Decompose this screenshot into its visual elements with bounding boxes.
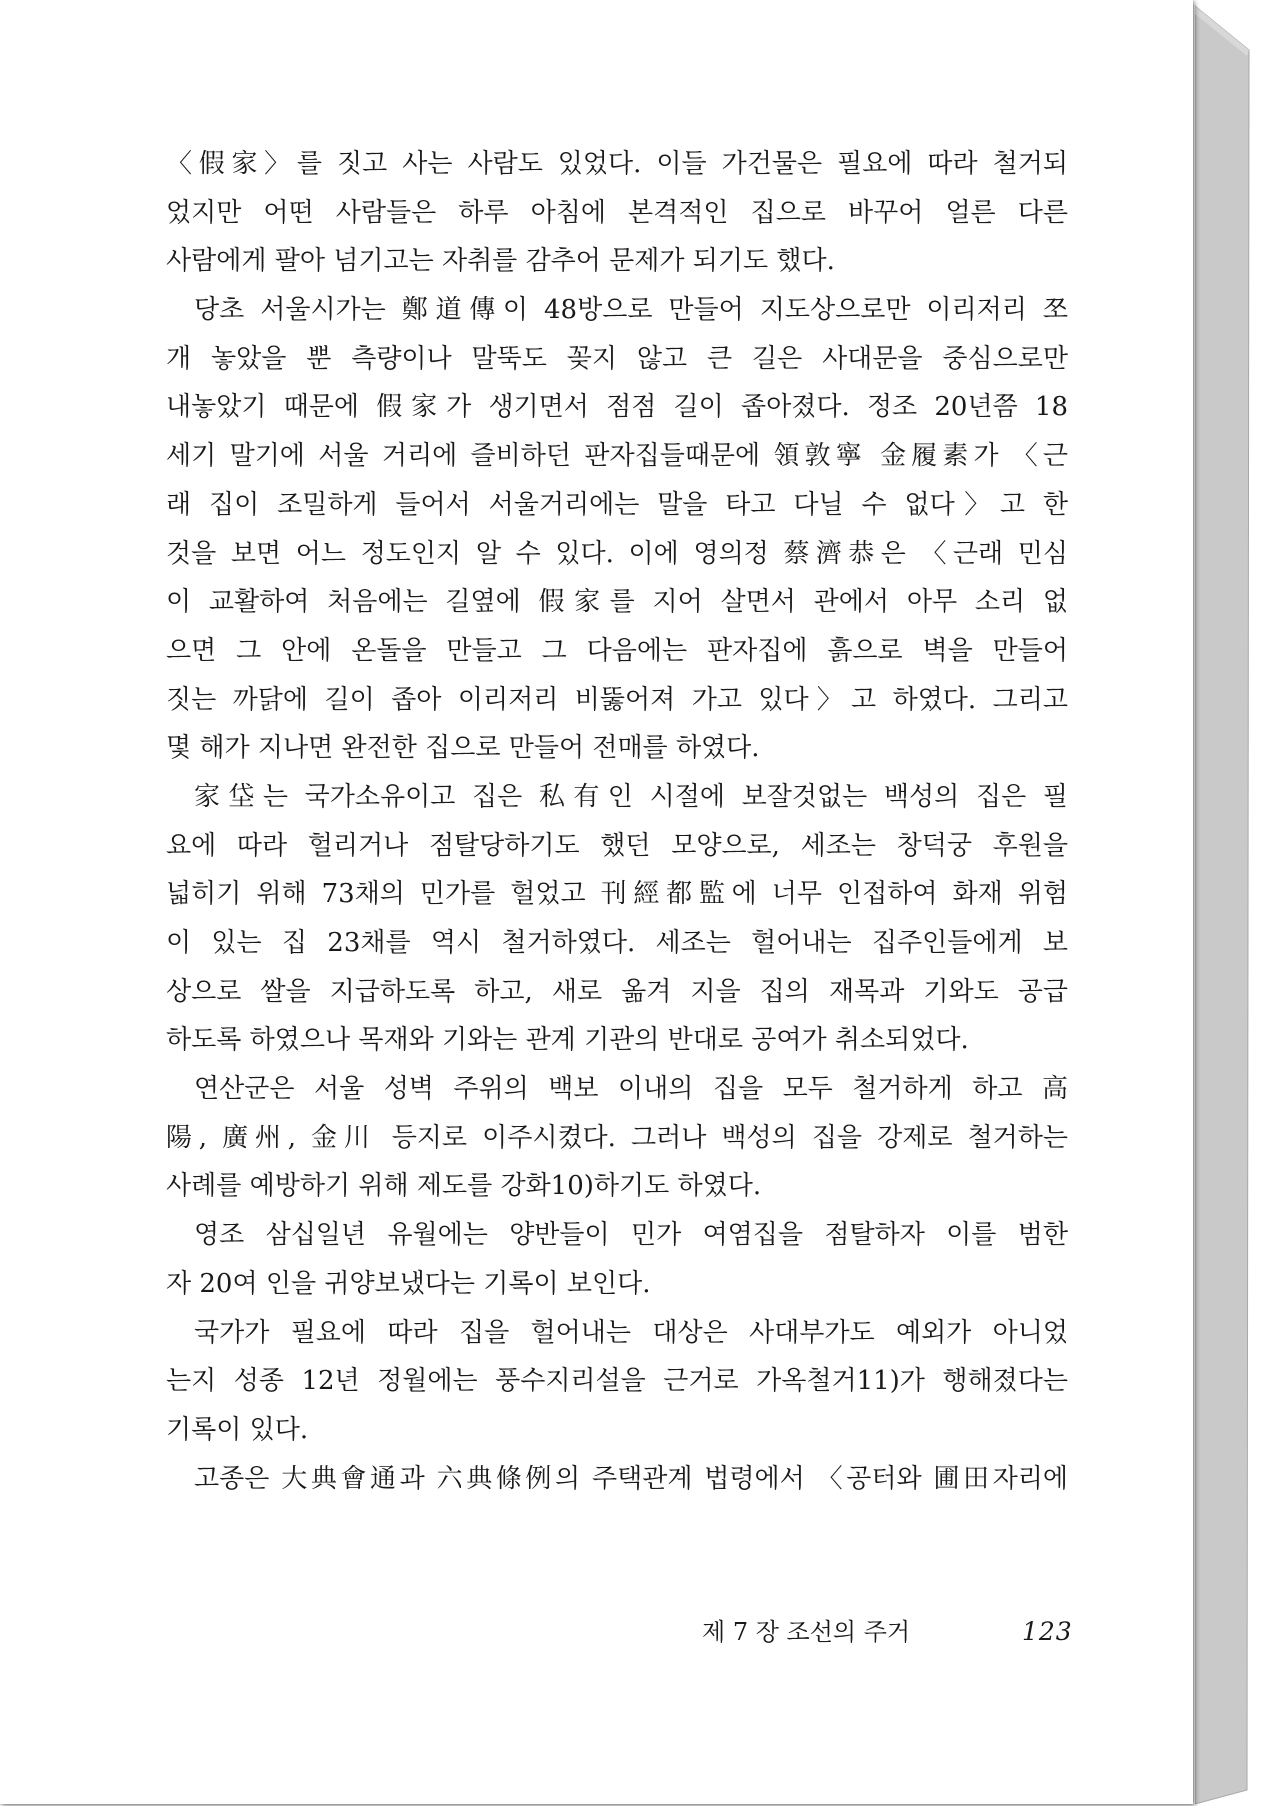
text-line: 개 놓았을 뿐 측량이나 말뚝도 꽂지 않고 큰 길은 사대문을 중심으로만: [166, 343, 1068, 374]
text-line: 넓히기 위해 73채의 민가를 헐었고 刊經都監에 너무 인접하여 화재 위험: [166, 879, 1068, 910]
paragraph: [166, 140, 1068, 286]
text-line: 상으로 쌀을 지급하도록 하고, 새로 옮겨 지을 집의 재목과 기와도 공급: [166, 976, 1068, 1007]
text-line: 는지 성종 12년 정월에는 풍수지리설을 근거로 가옥철거11)가 행해졌다는: [166, 1366, 1068, 1397]
paragraph: [166, 286, 1068, 773]
text-line: 사람에게 팔아 넘기고는 자취를 감추어 문제가 되기도 했다.: [166, 246, 835, 277]
text-line: 家垈는 국가소유이고 집은 私有인 시절에 보잘것없는 백성의 집은 필: [194, 781, 1068, 812]
body-text: [166, 140, 1068, 1503]
text-line: 국가가 필요에 따라 집을 헐어내는 대상은 사대부가도 예외가 아니었: [194, 1317, 1068, 1348]
paragraph: [166, 1211, 1068, 1308]
text-line: 었지만 어떤 사람들은 하루 아침에 본격적인 집으로 바꾸어 얼른 다른: [166, 197, 1068, 228]
text-line: 래 집이 조밀하게 들어서 서울거리에는 말을 타고 다닐 수 없다〉고 한: [166, 489, 1068, 520]
chapter-title: 제 7 장 조선의 주거: [702, 1618, 911, 1646]
text-line: 하도록 하였으나 목재와 기와는 관계 기관의 반대로 공여가 취소되었다.: [166, 1025, 969, 1056]
page-number: 123: [1022, 1617, 1073, 1646]
text-line: 요에 따라 헐리거나 점탈당하기도 했던 모양으로, 세조는 창덕궁 후원을: [166, 830, 1068, 861]
text-line: 내놓았기 때문에 假家가 생기면서 점점 길이 좁아졌다. 정조 20년쯤 18: [166, 392, 1068, 423]
text-line: 짓는 까닭에 길이 좁아 이리저리 비뚫어져 가고 있다〉고 하였다. 그리고: [166, 684, 1068, 715]
paragraph: [166, 773, 1068, 1065]
text-line: 陽, 廣州, 金川 등지로 이주시켰다. 그러나 백성의 집을 강제로 철거하는: [166, 1122, 1068, 1153]
text-line: 당초 서울시가는 鄭道傳이 48방으로 만들어 지도상으로만 이리저리 쪼: [194, 295, 1068, 326]
text-line: 자 20여 인을 귀양보냈다는 기록이 보인다.: [166, 1268, 651, 1299]
text-line: 것을 보면 어느 정도인지 알 수 있다. 이에 영의정 蔡濟恭은 〈근래 민심: [166, 538, 1068, 569]
text-line: 고종은 大典會通과 六典條例의 주택관계 법령에서 〈공터와 圃田자리에: [194, 1463, 1068, 1494]
text-line: 기록이 있다.: [166, 1414, 309, 1445]
text-line: 세기 말기에 서울 거리에 즐비하던 판자집들때문에 領敦寧 金履素가 〈근: [166, 441, 1068, 472]
page-footer: [702, 1612, 1082, 1652]
text-line: 사례를 예방하기 위해 제도를 강화10)하기도 하였다.: [166, 1171, 762, 1202]
page-stack-shape: [1195, 0, 1279, 1806]
text-line: 〈假家〉를 짓고 사는 사람도 있었다. 이들 가건물은 필요에 따라 철거되: [166, 149, 1068, 179]
text-line: 이 교활하여 처음에는 길옆에 假家를 지어 살면서 관에서 아무 소리 없: [166, 587, 1068, 618]
paragraph: [166, 1065, 1068, 1211]
page-stack-edge: [1195, 0, 1279, 1806]
paragraph: [166, 1455, 1068, 1504]
text-line: 영조 삼십일년 유월에는 양반들이 민가 여염집을 점탈하자 이를 범한: [194, 1220, 1068, 1251]
text-line: 으면 그 안에 온돌을 만들고 그 다음에는 판자집에 흙으로 벽을 만들어: [166, 635, 1068, 666]
text-line: 몇 해가 지나면 완전한 집으로 만들어 전매를 하였다.: [166, 733, 760, 764]
text-line: 연산군은 서울 성벽 주위의 백보 이내의 집을 모두 철거하게 하고 高: [194, 1074, 1068, 1105]
text-line: 이 있는 집 23채를 역시 철거하였다. 세조는 헐어내는 집주인들에게 보: [166, 928, 1068, 958]
paragraph: [166, 1309, 1068, 1455]
